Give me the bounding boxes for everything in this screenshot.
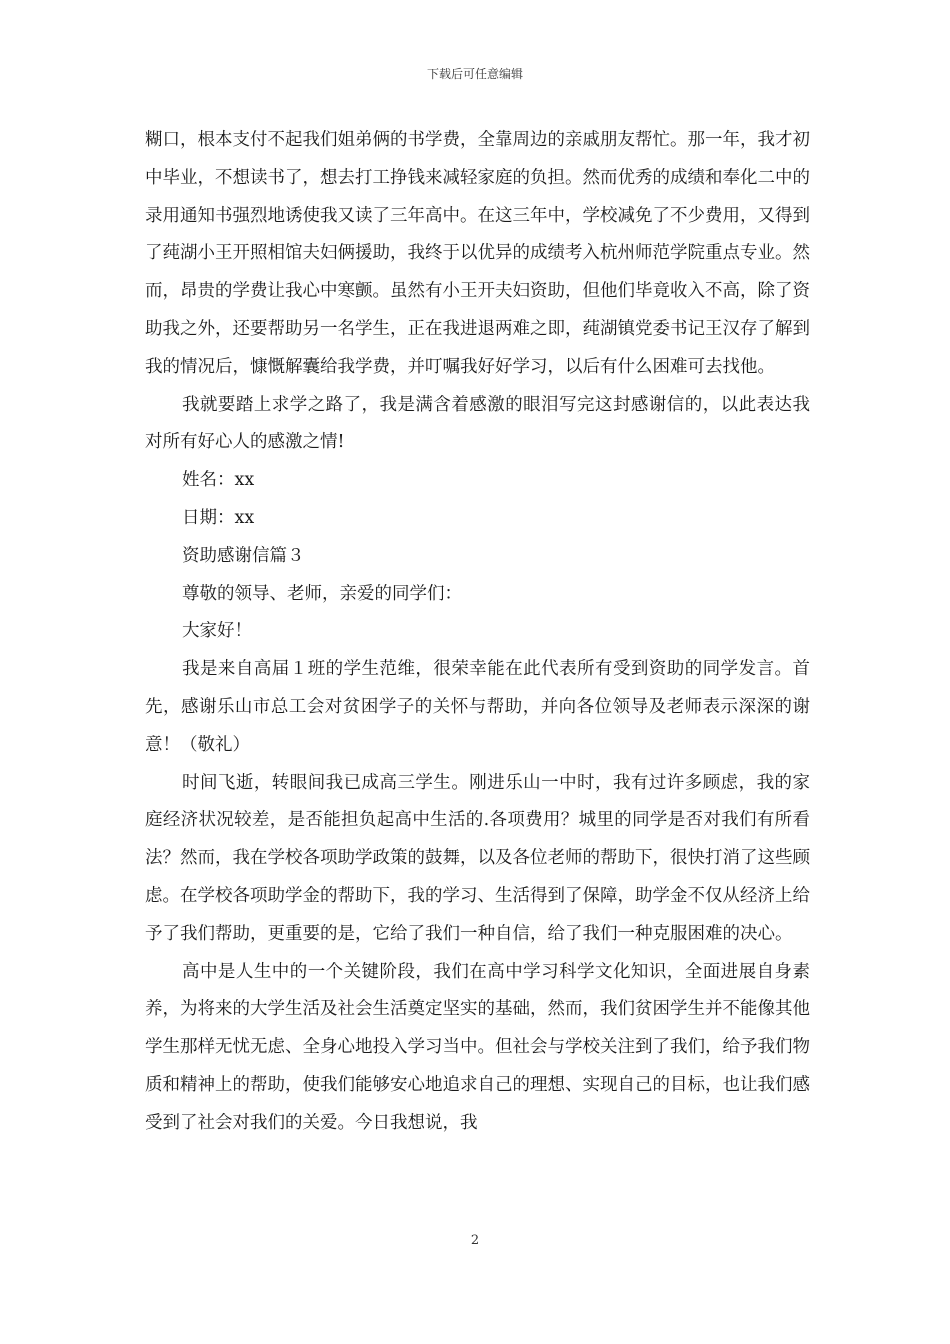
signature-date: 日期：xx	[182, 507, 255, 528]
greeting: 大家好！	[182, 621, 252, 642]
signature-name: 姓名：xx	[182, 470, 255, 491]
page-number: 2	[470, 1233, 480, 1248]
paragraph-closing: 我就要踏上求学之路了，我是满含着感激的眼泪写完这封感谢信的，以此表达我对所有好心人的感激之情!	[145, 394, 810, 453]
paragraph-introduction: 我是来自高届１班的学生范维，很荣幸能在此代表所有受到资助的同学发言。首先，感谢乐山市总工会对贫困学子的关怀与帮助，并向各位领导及老师表示深深的谢意！（敬礼）	[145, 659, 810, 755]
paragraph-body: 时间飞逝，转眼间我已成高三学生。刚进乐山一中时，我有过许多顾虑，我的家庭经济状况较差，是否能担负起高中生活的.各项费用？城里的同学是否对我们有所看法？然而，我在学校各项助学政策的鼓舞，以及各位老师的帮助下，很快打消了这些顾虑。在学校各项助学金的帮助下，我的学习、生活得到了保障，助学金不仅从经济上给予了我们帮助，更重要的是，它给了我们一种自信，给了我们一种克服困难的决心。	[145, 772, 810, 944]
paragraph-continuation: 糊口，根本支付不起我们姐弟俩的书学费，全靠周边的亲戚朋友帮忙。那一年，我才初中毕业，不想读书了，想去打工挣钱来减轻家庭的负担。然而优秀的成绩和奉化二中的录用通知书强烈地诱使我又读了三年高中。在这三年中，学校减免了不少费用，又得到了莼湖小王开照相馆夫妇俩援助，我终于以优异的成绩考入杭州师范学院重点专业。然而，昂贵的学费让我心中寒颤。虽然有小王开夫妇资助，但他们毕竟收入不高，除了资助我之外，还要帮助另一名学生，正在我进退两难之即，莼湖镇党委书记王汉存了解到我的情况后，慷慨解囊给我学费，并叮嘱我好好学习，以后有什么困难可去找他。	[145, 130, 810, 377]
document-body	[145, 122, 810, 1143]
salutation: 尊敬的领导、老师，亲爱的同学们：	[182, 583, 462, 604]
section-title: 资助感谢信篇３	[182, 545, 305, 566]
paragraph-body: 高中是人生中的一个关键阶段，我们在高中学习科学文化知识，全面进展自身素养，为将来的大学生活及社会生活奠定坚实的基础，然而，我们贫困学生并不能像其他学生那样无忧无虑、全身心地投入学习当中。但社会与学校关注到了我们，给予我们物质和精神上的帮助，使我们能够安心地追求自己的理想、实现自己的目标，也让我们感受到了社会对我们的关爱。今日我想说，我	[145, 961, 810, 1133]
page-header: 下载后可任意编辑	[426, 67, 523, 81]
